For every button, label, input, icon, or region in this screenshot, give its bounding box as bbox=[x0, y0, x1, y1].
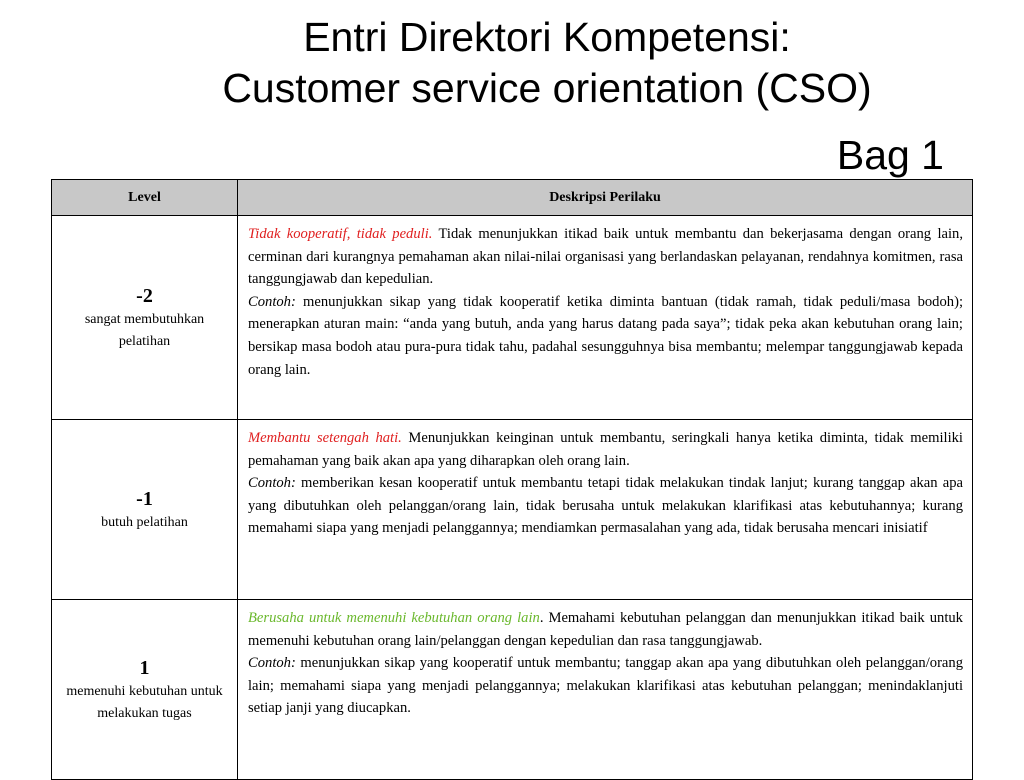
example-label: Contoh: bbox=[248, 655, 296, 672]
example-body: memberikan kesan kooperatif untuk membantu tetapi tidak melakukan tindak lanjut; kurang tanggap akan apa yang dibutuhkan oleh pelanggan/orang lain, tidak berusaha untuk melakukan klarifikasi atas kebutuhannya; kurang memahami siapa yang menjadi pelanggannya; mendiamkan permasalahan yang ada, tidak berusaha mencari inisiatif bbox=[248, 475, 963, 537]
title-line-2: Customer service orientation (CSO) bbox=[222, 65, 872, 111]
behavior-lead: Membantu setengah hati. bbox=[248, 430, 402, 446]
level-cell bbox=[52, 420, 238, 600]
example-label: Contoh: bbox=[248, 293, 296, 310]
behavior-description: Menunjukkan keinginan untuk membantu, seringkali hanya ketika diminta, tidak memiliki pemahaman yang baik akan apa yang diharapkan oleh orang lain. bbox=[248, 430, 963, 469]
title-part: Bag 1 bbox=[836, 132, 944, 178]
description-cell bbox=[238, 216, 973, 420]
description-text bbox=[248, 427, 963, 472]
example-label: Contoh: bbox=[248, 475, 296, 492]
table-header-row bbox=[52, 180, 973, 216]
table-row bbox=[52, 600, 973, 780]
example-text bbox=[248, 472, 963, 540]
title-line-1: Entri Direktori Kompetensi: bbox=[303, 14, 791, 60]
behavior-lead: Berusaha untuk memenuhi kebutuhan orang lain bbox=[248, 610, 540, 626]
example-body: menunjukkan sikap yang kooperatif untuk membantu; tanggap akan apa yang dibutuhkan oleh pelanggan/orang lain; memahami siapa yang menjadi pelanggannya; melakukan klarifikasi atas kebutuhan pelanggan; menindaklanjuti setiap janji yang diucapkan. bbox=[248, 655, 963, 717]
level-number: 1 bbox=[139, 656, 150, 679]
level-label: memenuhi kebutuhan untuk melakukan tugas bbox=[66, 683, 223, 721]
level-cell bbox=[52, 600, 238, 780]
description-cell bbox=[238, 600, 973, 780]
behavior-description: Tidak menunjukkan itikad baik untuk membantu dan bekerjasama dengan orang lain, cerminan dari kurangnya pemahaman akan nilai-nilai organisasi yang berlandaskan pelayanan, rendahnya komitmen, rasa tanggungjawab dan kepedulian. bbox=[248, 226, 963, 288]
behavior-description: . Memahami kebutuhan pelanggan dan menunjukkan itikad baik untuk memenuhi kebutuhan orang lain/pelanggan dengan kepedulian dan rasa tanggungjawab. bbox=[248, 610, 963, 649]
competency-table bbox=[51, 179, 973, 780]
level-number: -1 bbox=[136, 487, 153, 510]
header-description: Deskripsi Perilaku bbox=[238, 180, 973, 216]
header-level: Level bbox=[52, 180, 238, 216]
level-label: sangat membutuhkan pelatihan bbox=[84, 311, 205, 349]
level-number: -2 bbox=[136, 284, 153, 307]
table-row bbox=[52, 420, 973, 600]
example-text bbox=[248, 652, 963, 720]
description-text bbox=[248, 223, 963, 291]
description-cell bbox=[238, 420, 973, 600]
table-row bbox=[52, 216, 973, 420]
description-text bbox=[248, 607, 963, 652]
slide-title bbox=[0, 12, 1024, 114]
behavior-lead: Tidak kooperatif, tidak peduli. bbox=[248, 226, 433, 242]
example-body: menunjukkan sikap yang tidak kooperatif ketika diminta bantuan (tidak ramah, tidak peduli/masa bodoh); menerapkan aturan main: “anda yang butuh, anda yang harus datang pada saya”; tidak peka akan kebutuhan orang lain; bersikap masa bodoh atau pura-pura tidak tahu, padahal sesungguhnya bisa membantu; melempar tanggungjawab kepada orang lain. bbox=[248, 293, 963, 378]
example-text bbox=[248, 291, 963, 381]
level-cell bbox=[52, 216, 238, 420]
level-label: butuh pelatihan bbox=[101, 514, 188, 530]
